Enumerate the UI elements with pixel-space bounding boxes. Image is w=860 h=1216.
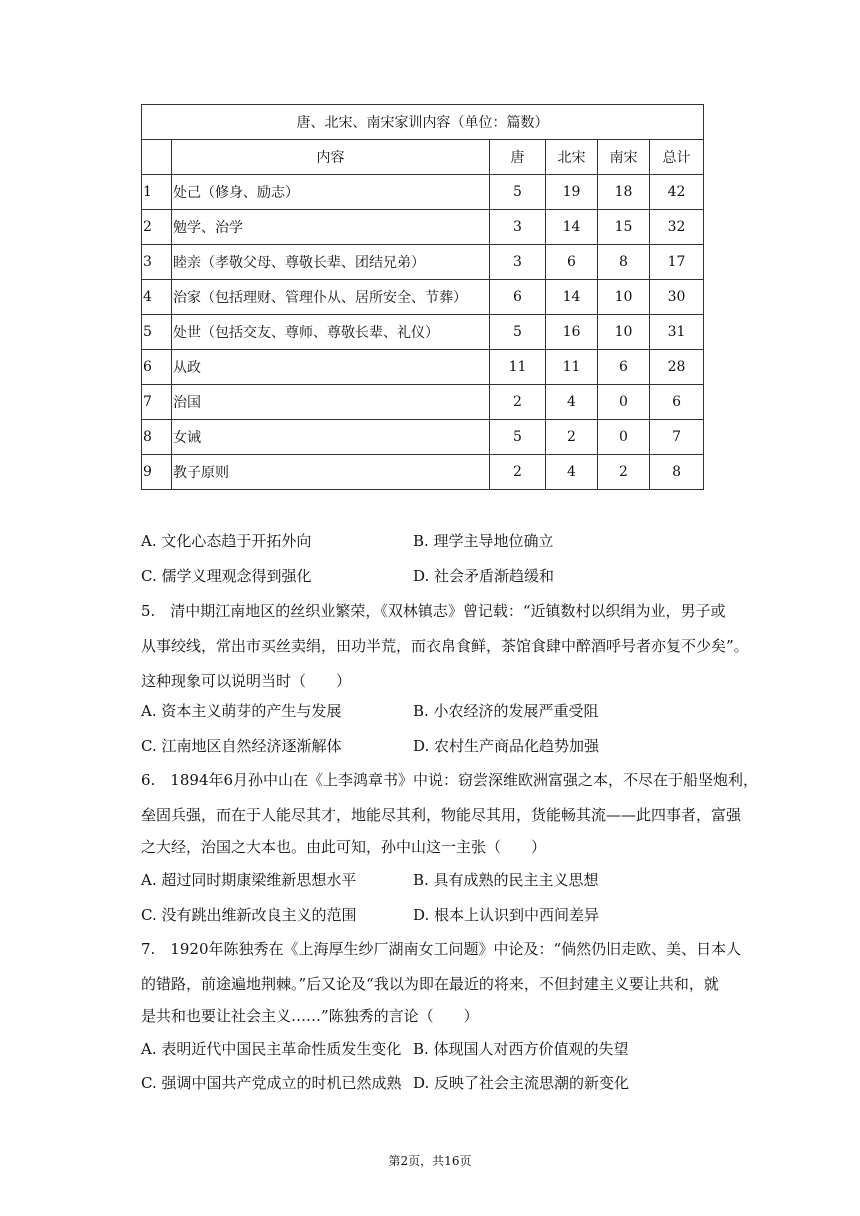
- row-index: 2: [142, 210, 172, 245]
- row-tang: 11: [490, 350, 546, 385]
- row-total: 31: [650, 315, 704, 350]
- header-content: 内容: [172, 140, 490, 175]
- row-content: 勉学、治学: [172, 210, 490, 245]
- table-row: [142, 210, 704, 245]
- q5-option-c: C. 江南地区自然经济逐渐解体: [141, 737, 342, 755]
- row-tang: 3: [490, 210, 546, 245]
- row-tang: 2: [490, 455, 546, 490]
- row-index: 4: [142, 280, 172, 315]
- q6-option-c: C. 没有跳出维新改良主义的范围: [141, 906, 357, 924]
- row-tang: 5: [490, 315, 546, 350]
- q5-stem-line-2: 从事绞线，常出市买丝卖绢，田功半荒，而衣帛食鲜，茶馆食肆中醉酒呼号者亦复不少矣”。: [141, 637, 749, 655]
- row-total: 8: [650, 455, 704, 490]
- row-index: 5: [142, 315, 172, 350]
- row-beisong: 16: [546, 315, 598, 350]
- table-row: [142, 175, 704, 210]
- q5-option-b: B. 小农经济的发展严重受阻: [413, 702, 599, 720]
- family-instruction-table: [141, 104, 704, 490]
- q6-stem-line-2: 垒固兵强，而在于人能尽其才，地能尽其利，物能尽其用，货能畅其流——此四事者，富强: [141, 806, 742, 824]
- q7-option-d: D. 反映了社会主流思潮的新变化: [413, 1074, 630, 1092]
- row-beisong: 2: [546, 420, 598, 455]
- row-tang: 2: [490, 385, 546, 420]
- row-total: 30: [650, 280, 704, 315]
- q5-stem-line-3: 这种现象可以说明当时（ ）: [141, 672, 352, 690]
- header-blank-cell: [142, 140, 172, 175]
- q4-option-c: C. 儒学义理观念得到强化: [141, 567, 312, 585]
- row-content: 教子原则: [172, 455, 490, 490]
- row-index: 8: [142, 420, 172, 455]
- table-row: [142, 315, 704, 350]
- table-row: [142, 350, 704, 385]
- q6-stem-line-1: 6. 1894年6月孙中山在《上李鸿章书》中说：窃尝深维欧洲富强之本，不尽在于船坚炮利，: [141, 771, 759, 789]
- header-total: 总计: [650, 140, 704, 175]
- header-nansong: 南宋: [598, 140, 650, 175]
- row-index: 6: [142, 350, 172, 385]
- row-total: 7: [650, 420, 704, 455]
- row-total: 42: [650, 175, 704, 210]
- row-total: 28: [650, 350, 704, 385]
- row-nansong: 18: [598, 175, 650, 210]
- q7-option-b: B. 体现国人对西方价值观的失望: [413, 1040, 629, 1058]
- row-total: 32: [650, 210, 704, 245]
- row-nansong: 6: [598, 350, 650, 385]
- row-content: 治家（包括理财、管理仆从、居所安全、节葬）: [172, 280, 490, 315]
- row-content: 治国: [172, 385, 490, 420]
- row-nansong: 10: [598, 280, 650, 315]
- q6-option-b: B. 具有成熟的民主主义思想: [413, 871, 599, 889]
- table-header-row: [142, 140, 704, 175]
- q7-option-a: A. 表明近代中国民主革命性质发生变化: [141, 1040, 402, 1058]
- row-content: 处己（修身、励志）: [172, 175, 490, 210]
- row-total: 17: [650, 245, 704, 280]
- table-title-row: [142, 105, 704, 140]
- q5-stem-line-1: 5. 清中期江南地区的丝织业繁荣，《双林镇志》曾记载：“近镇数村以织绢为业，男子或: [141, 602, 726, 620]
- table-row: [142, 455, 704, 490]
- row-beisong: 4: [546, 455, 598, 490]
- q7-option-c: C. 强调中国共产党成立的时机已然成熟: [141, 1074, 402, 1092]
- row-index: 1: [142, 175, 172, 210]
- table-row: [142, 280, 704, 315]
- row-index: 9: [142, 455, 172, 490]
- row-nansong: 10: [598, 315, 650, 350]
- row-beisong: 6: [546, 245, 598, 280]
- row-tang: 5: [490, 420, 546, 455]
- row-index: 3: [142, 245, 172, 280]
- row-beisong: 4: [546, 385, 598, 420]
- q4-option-a: A. 文化心态趋于开拓外向: [141, 532, 312, 550]
- row-content: 处世（包括交友、尊师、尊敬长辈、礼仪）: [172, 315, 490, 350]
- q6-stem-line-3: 之大经，治国之大本也。由此可知，孙中山这一主张（ ）: [141, 838, 547, 856]
- q5-option-a: A. 资本主义萌芽的产生与发展: [141, 702, 342, 720]
- header-beisong: 北宋: [546, 140, 598, 175]
- row-beisong: 14: [546, 210, 598, 245]
- table-row: [142, 245, 704, 280]
- row-nansong: 2: [598, 455, 650, 490]
- table-title: 唐、北宋、南宋家训内容（单位：篇数）: [142, 105, 704, 140]
- q5-option-d: D. 农村生产商品化趋势加强: [413, 737, 600, 755]
- q6-option-d: D. 根本上认识到中西间差异: [413, 906, 600, 924]
- q4-option-d: D. 社会矛盾渐趋缓和: [413, 567, 555, 585]
- row-nansong: 0: [598, 420, 650, 455]
- row-content: 睦亲（孝敬父母、尊敬长辈、团结兄弟）: [172, 245, 490, 280]
- row-nansong: 0: [598, 385, 650, 420]
- table-row: [142, 420, 704, 455]
- page-number-footer: 第2页，共16页: [388, 1154, 472, 1168]
- row-content: 从政: [172, 350, 490, 385]
- row-index: 7: [142, 385, 172, 420]
- row-beisong: 19: [546, 175, 598, 210]
- row-tang: 5: [490, 175, 546, 210]
- row-nansong: 15: [598, 210, 650, 245]
- row-total: 6: [650, 385, 704, 420]
- row-tang: 6: [490, 280, 546, 315]
- row-nansong: 8: [598, 245, 650, 280]
- header-tang: 唐: [490, 140, 546, 175]
- q4-option-b: B. 理学主导地位确立: [413, 532, 554, 550]
- q7-stem-line-1: 7. 1920年陈独秀在《上海厚生纱厂湖南女工问题》中论及：“倘然仍旧走欧、美、日本人: [141, 940, 742, 958]
- row-content: 女诫: [172, 420, 490, 455]
- q7-stem-line-3: 是共和也要让社会主义……”陈独秀的言论（ ）: [141, 1007, 479, 1025]
- table-row: [142, 385, 704, 420]
- row-beisong: 11: [546, 350, 598, 385]
- q7-stem-line-2: 的错路，前途遍地荆棘。”后又论及“我以为即在最近的将来，不但封建主义要让共和，就: [141, 975, 719, 993]
- q6-option-a: A. 超过同时期康梁维新思想水平: [141, 871, 357, 889]
- row-tang: 3: [490, 245, 546, 280]
- row-beisong: 14: [546, 280, 598, 315]
